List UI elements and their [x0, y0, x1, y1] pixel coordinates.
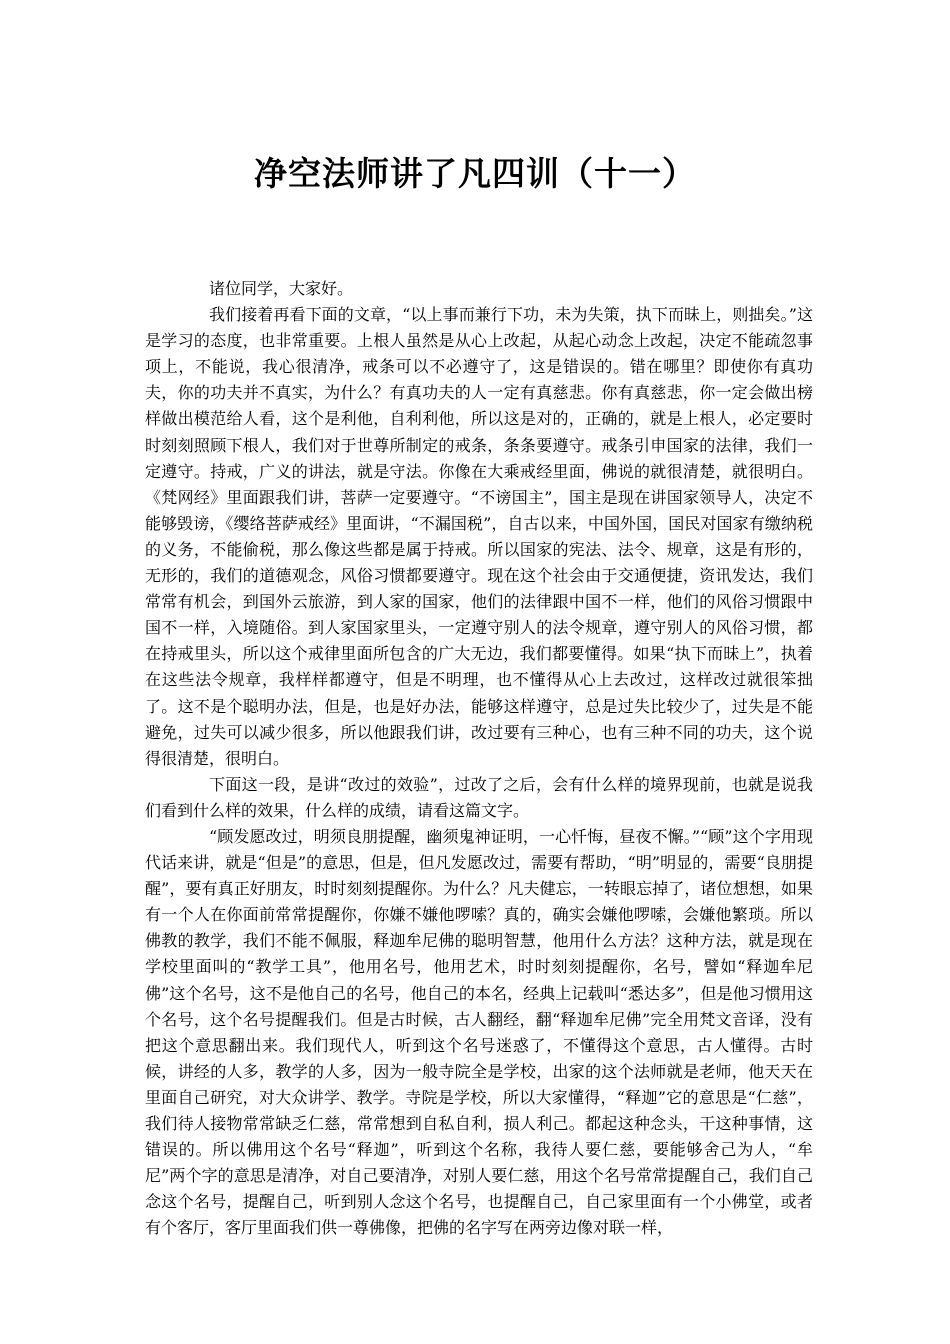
document-title: 净空法师讲了凡四训（十一） [254, 154, 696, 193]
paragraph-greeting: 诸位同学，大家好。 [209, 279, 354, 298]
paragraph-1: 我们接着再看下面的文章，“以上事而兼行下功，未为失策，执下而昧上，则拙矣。”这是学习的态度，也非常重要。上根人虽然是从心上改起，从起心动念上改起，决定不能疏忽事项上，不能说，我心很清净，戒条可以不必遵守了，这是错误的。错在哪里？即使你有真功夫，你的功夫并不真实，为什么？有真功夫的人一定有真慈悲。你有真慈悲，你一定会做出榜样做出模范给人看，这个是利他，自利利他，所以这是对的，正确的，就是上根人，必定要时时刻刻照顾下根人，我们对于世尊所制定的戒条，条条要遵守。戒条引申国家的法律，我们一定遵守。持戒，广义的讲法，就是守法。你像在大乘戒经里面，佛说的就很清楚，就很明白。《梵网经》里面跟我们讲，菩萨一定要遵守。“不谤国主”，国主是现在讲国家领导人，决定不能够毁谤，《缨络菩萨戒经》里面讲，“不漏国税”，自古以来，中国外国，国民对国家有缴纳税的义务，不能偷税，那么像这些都是属于持戒。所以国家的宪法、法令、规章，这是有形的，无形的，我们的道德观念，风俗习惯都要遵守。现在这个社会由于交通便捷，资讯发达，我们常常有机会，到国外云旅游，到人家的国家，他们的法律跟中国不一样，他们的风俗习惯跟中国不一样，入境随俗。到人家国家里头，一定遵守别人的法令规章，遵守别人的风俗习惯，都在持戒里头，所以这个戒律里面所包含的广大无边，我们都要懂得。如果“执下而昧上”，执着在这些法令规章，我样样都遵守，但是不明理，也不懂得从心上去改过，这样改过就很笨拙了。这不是个聪明办法，但是，也是好办法，能够这样遵守，总是过失比较少了，过失是不能避免，过失可以减少很多，所以他跟我们讲，改过要有三种心，也有三种不同的功夫，这个说得很清楚，很明白。 [145, 305, 813, 768]
document-body [145, 276, 813, 1241]
paragraph-3: “顾发愿改过，明须良朋提醒，幽须鬼神证明，一心忏悔，昼夜不懈。”“顾”这个字用现代话来讲，就是“但是”的意思，但是，但凡发愿改过，需要有帮助，“明”明显的，需要“良朋提醒”，要有真正好朋友，时时刻刻提醒你。为什么？凡夫健忘，一转眼忘掉了，诸位想想，如果有一个人在你面前常常提醒你，你嫌不嫌他啰嗦？真的，确实会嫌他啰嗦，会嫌他繁琐。所以佛教的教学，我们不能不佩服，释迦牟尼佛的聪明智慧，他用什么方法？这种方法，就是现在学校里面叫的“教学工具”，他用名号，他用艺术，时时刻刻提醒你，名号，譬如“释迦牟尼佛”这个名号，这不是他自己的名号，他自己的本名，经典上记载叫“悉达多”，但是他习惯用这个名号，这个名号提醒我们。但是古时候，古人翻经，翻“释迦牟尼佛”完全用梵文音译，没有把这个意思翻出来。我们现代人，听到这个名号迷惑了，不懂得这个意思，古人懂得。古时候，讲经的人多，教学的人多，因为一般寺院全是学校，出家的这个法师就是老师，他天天在里面自己研究，对大众讲学、教学。寺院是学校，所以大家懂得，“释迦”它的意思是“仁慈”，我们待人接物常常缺乏仁慈，常常想到自私自利，损人利己。都起这种念头，干这种事情，这错误的。所以佛用这个名号“释迦”，听到这个名称，我待人要仁慈，要能够舍己为人，“牟尼”两个字的意思是清净，对自己要清净，对别人要仁慈，用这个名号常常提醒自己，我们自己念这个名号，提醒自己，听到别人念这个名号，也提醒自己，自己家里面有一个小佛堂，或者有个客厅，客厅里面我们供一尊佛像，把佛的名字写在两旁边像对联一样， [145, 826, 813, 1238]
paragraph-2: 下面这一段，是讲“改过的效验”，过改了之后，会有什么样的境界现前，也就是说我们看到什么样的效果，什么样的成绩，请看这篇文字。 [145, 774, 813, 820]
